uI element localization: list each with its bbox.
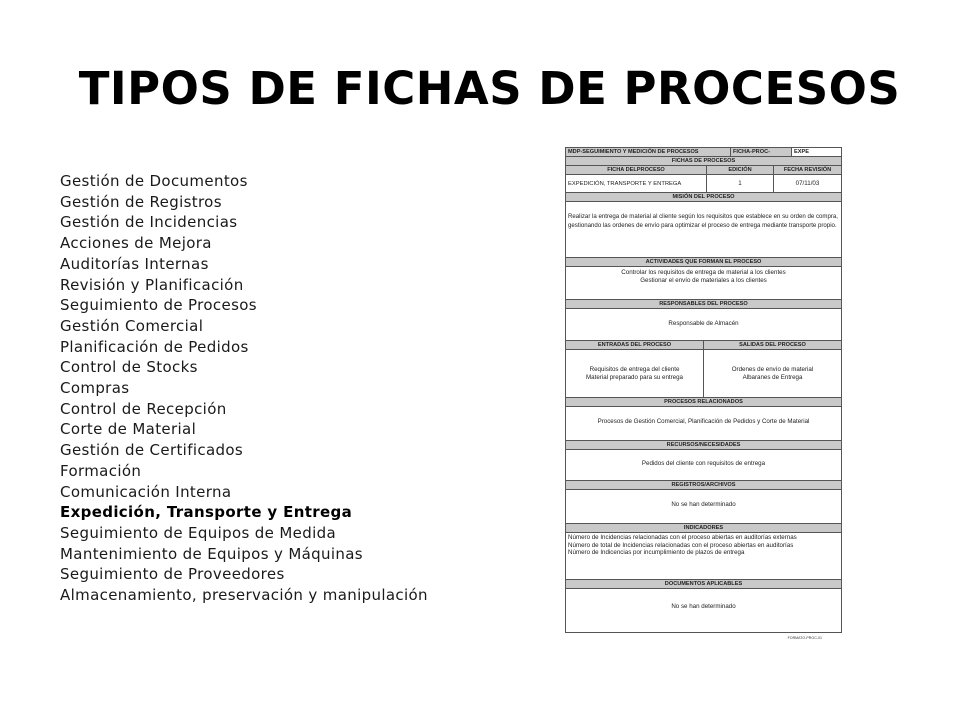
process-list-item: Seguimiento de Procesos (60, 296, 257, 315)
process-list-item: Control de Recepción (60, 399, 227, 418)
process-form (565, 147, 842, 640)
form-io-body-row (565, 350, 842, 398)
process-list-item: Expedición, Transporte y Entrega (60, 503, 353, 522)
process-list-item: Gestión de Incidencias (60, 213, 238, 232)
process-list-item: Mantenimiento de Equipos y Máquinas (60, 544, 363, 563)
process-list-item: Control de Stocks (60, 358, 198, 377)
form-indicadores-header: INDICADORES (565, 524, 842, 533)
process-list-item: Gestión de Documentos (60, 172, 248, 190)
form-values-row (565, 175, 842, 193)
form-documentos-header: DOCUMENTOS APLICABLES (565, 580, 842, 589)
process-list-item: Comunicación Interna (60, 482, 232, 501)
form-columns-row (565, 166, 842, 175)
process-list-item: Acciones de Mejora (60, 234, 212, 253)
page-title: TIPOS DE FICHAS DE PROCESOS (78, 62, 901, 115)
form-val-edicion: 1 (707, 175, 774, 192)
process-list-item: Formación (60, 461, 142, 480)
form-code: MDP-SEGUIMIENTO Y MEDICIÓN DE PROCESOS (566, 148, 731, 156)
form-actividad-2: Gestionar el envío de materiales a los clientes (640, 277, 767, 284)
form-salida-2: Albaranes de Entrega (742, 373, 803, 381)
form-actividad-1: Controlar los requisitos de entrega de material a los clientes (621, 269, 786, 276)
form-indicador-3: Número de Indicencias por incumplimiento de plazos de entrega (568, 549, 745, 556)
form-ficha-code: FICHA-PROC- (731, 148, 792, 156)
form-indicador-2: Número de total de Incidencias relacionadas con el proceso abiertas en auditorías (568, 541, 794, 549)
process-list-item: Corte de Material (60, 420, 197, 439)
form-entradas-body (566, 350, 704, 397)
process-list-item: Almacenamiento, preservación y manipulación (60, 586, 428, 605)
form-registros-header: REGISTROS/ARCHIVOS (565, 481, 842, 490)
form-col-fecha: FECHA REVISIÓN (774, 166, 841, 174)
process-list-item: Revisión y Planificación (60, 275, 244, 294)
form-entrada-2: Material preparado para su entrega (586, 373, 683, 381)
form-mision-body: Realizar la entrega de material al cliente según los requisitos que establece en su orden de compra, gestionando las ordenes de envío para optimizar el proceso de entrega mediante transporte propio. (565, 202, 842, 258)
process-list-item: Seguimiento de Proveedores (60, 565, 285, 584)
form-mision-header: MISIÓN DEL PROCESO (565, 193, 842, 202)
form-top-row (565, 147, 842, 157)
process-list-item: Gestión de Registros (60, 192, 222, 211)
form-entradas-header: ENTRADAS DEL PROCESO (566, 341, 704, 349)
process-list (60, 171, 428, 606)
form-salidas-body (704, 350, 841, 397)
form-relacionados-body: Procesos de Gestión Comercial, Planificación de Pedidos y Corte de Material (565, 407, 842, 441)
form-val-fecha: 07/11/03 (795, 180, 820, 187)
form-val-ficha: EXPEDICIÓN, TRANSPORTE Y ENTREGA (566, 175, 707, 192)
form-actividades-body (565, 267, 842, 300)
process-list-item: Auditorías Internas (60, 254, 209, 273)
form-io-header-row (565, 341, 842, 350)
form-fichas-header: FICHAS DE PROCESOS (565, 157, 842, 166)
form-salidas-header: SALIDAS DEL PROCESO (704, 341, 841, 349)
form-indicador-1: Número de Incidencias relacionadas con el proceso abiertas en auditorías externas (568, 534, 797, 541)
form-col-ficha: FICHA DELPROCESO (566, 166, 707, 174)
form-salida-1: Ordenes de envío de material (731, 365, 814, 373)
form-relacionados-header: PROCESOS RELACIONADOS (565, 398, 842, 407)
process-list-item: Seguimiento de Equipos de Medida (60, 523, 337, 542)
process-list-item: Gestión de Certificados (60, 441, 244, 460)
form-ficha-suffix: EXPE (792, 148, 841, 156)
process-list-item: Gestión Comercial (60, 316, 204, 335)
form-documentos-body: No se han determinado (565, 589, 842, 633)
process-list-item: Compras (60, 379, 130, 398)
form-footer-code: FORMATO-PROC-01 (787, 636, 822, 640)
form-responsables-header: RESPONSABLES DEL PROCESO (565, 300, 842, 309)
form-recursos-header: RECURSOS/NECESIDADES (565, 441, 842, 450)
process-list-item: Planificación de Pedidos (60, 337, 249, 356)
form-actividades-header: ACTIVIDADES QUE FORMAN EL PROCESO (565, 258, 842, 267)
form-responsables-body: Responsable de Almacén (565, 309, 842, 341)
form-col-edicion: EDICIÓN (707, 166, 774, 174)
form-registros-body: No se han determinado (565, 490, 842, 524)
form-entrada-1: Requisitos de entrega del cliente (589, 365, 680, 373)
form-indicadores-body (565, 533, 842, 580)
form-recursos-body: Pedidos del cliente con requisitos de entrega (565, 450, 842, 481)
